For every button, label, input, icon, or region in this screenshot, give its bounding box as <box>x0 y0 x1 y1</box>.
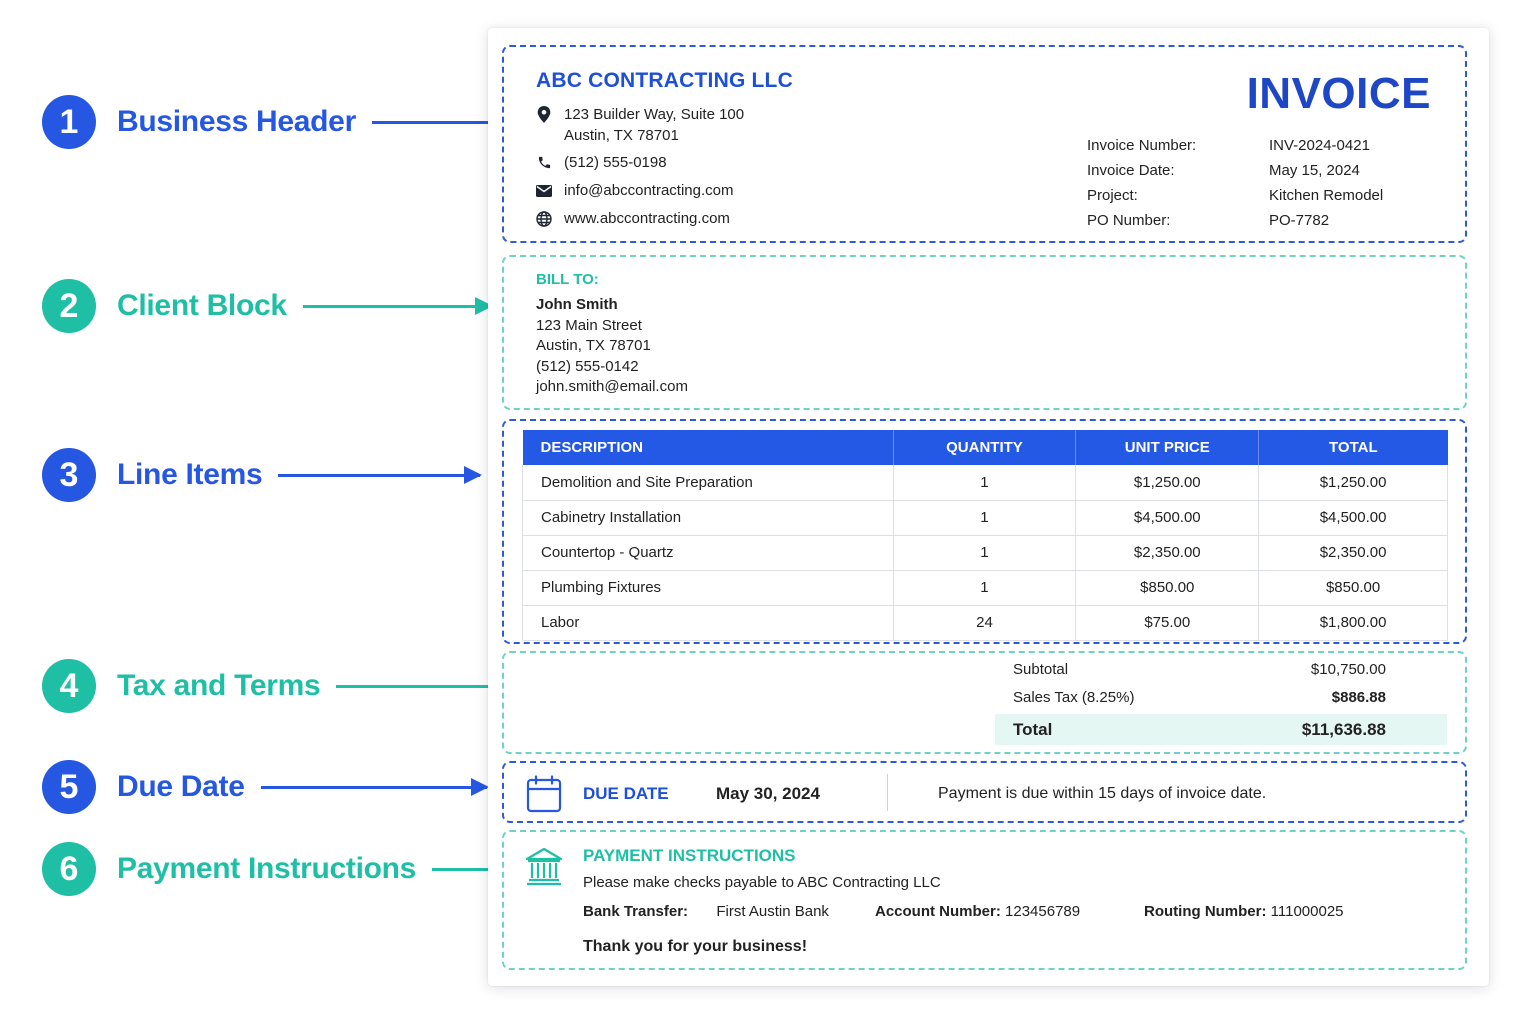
table-row <box>523 465 1448 500</box>
phone-icon <box>536 152 552 173</box>
account-number: 123456789 <box>1005 903 1081 920</box>
cell-total: $1,800.00 <box>1259 605 1448 640</box>
subtotal-label: Subtotal <box>1013 660 1069 678</box>
annotation-payment-instructions <box>42 842 532 896</box>
bill-to-details <box>536 295 688 398</box>
table-row <box>523 500 1448 535</box>
invoice-document <box>488 28 1489 986</box>
total-label: Total <box>1013 719 1053 739</box>
meta-label: Invoice Date: <box>1087 162 1175 179</box>
account-number-label: Account Number: <box>875 903 1001 920</box>
client-block-section <box>502 255 1467 410</box>
annotation-due-date <box>42 760 487 814</box>
routing-number-label: Routing Number: <box>1144 903 1267 920</box>
cell-unit-price: $850.00 <box>1076 570 1259 605</box>
company-email <box>536 180 733 201</box>
annotation-label: Client Block <box>117 289 287 322</box>
cell-description: Plumbing Fixtures <box>523 570 894 605</box>
arrow-right-icon <box>278 474 480 477</box>
address-line-2: Austin, TX 78701 <box>564 127 679 144</box>
step-number-badge: 1 <box>42 95 96 149</box>
cell-quantity: 1 <box>893 500 1076 535</box>
step-number-badge: 4 <box>42 659 96 713</box>
client-phone: (512) 555-0142 <box>536 357 639 375</box>
checks-payable-note: Please make checks payable to ABC Contracting LLC <box>583 874 941 891</box>
email-link[interactable]: info@abccontracting.com <box>564 182 734 199</box>
due-date-value: May 30, 2024 <box>716 784 820 803</box>
arrow-right-icon <box>336 685 512 688</box>
cell-total: $850.00 <box>1259 570 1448 605</box>
sales-tax-label: Sales Tax (8.25%) <box>1013 688 1135 706</box>
cell-description: Demolition and Site Preparation <box>523 465 894 500</box>
annotation-business-header <box>42 95 506 149</box>
cell-description: Labor <box>523 605 894 640</box>
company-address <box>536 104 744 146</box>
cell-unit-price: $4,500.00 <box>1076 500 1259 535</box>
phone-number: (512) 555-0198 <box>564 154 667 171</box>
bill-to-heading: BILL TO: <box>536 271 599 288</box>
subtotal-row <box>995 658 1447 680</box>
column-header-unit-price: UNIT PRICE <box>1076 430 1259 465</box>
business-header-section <box>502 45 1467 243</box>
due-date-label: DUE DATE <box>583 784 669 803</box>
calendar-icon <box>526 775 562 818</box>
meta-value: May 15, 2024 <box>1269 162 1360 179</box>
meta-value: INV-2024-0421 <box>1269 137 1370 154</box>
company-phone <box>536 152 667 173</box>
cell-unit-price: $2,350.00 <box>1076 535 1259 570</box>
step-number-badge: 2 <box>42 279 96 333</box>
client-email[interactable]: john.smith@email.com <box>536 378 688 395</box>
line-items-table <box>522 430 1448 641</box>
subtotal-value: $10,750.00 <box>1310 660 1386 678</box>
invoice-title: INVOICE <box>1246 69 1431 118</box>
routing-number: 111000025 <box>1270 903 1344 920</box>
table-row <box>523 570 1448 605</box>
table-header-row <box>523 430 1448 465</box>
meta-row <box>1087 158 1383 183</box>
cell-total: $2,350.00 <box>1259 535 1448 570</box>
meta-row <box>1087 183 1383 208</box>
payment-instructions-section <box>502 830 1467 970</box>
due-date-note: Payment is due within 15 days of invoice date. <box>938 785 1267 802</box>
bank-transfer-label: Bank Transfer: <box>583 903 689 920</box>
envelope-icon <box>536 180 552 201</box>
meta-row <box>1087 133 1383 158</box>
meta-value: PO-7782 <box>1269 212 1330 229</box>
address-line-1: 123 Builder Way, Suite 100 <box>564 106 745 123</box>
annotation-label: Line Items <box>117 458 263 491</box>
due-date-section <box>502 761 1467 823</box>
sales-tax-value: $886.88 <box>1331 688 1386 706</box>
routing-number-info <box>1144 903 1344 920</box>
arrow-right-icon <box>261 786 487 789</box>
client-name: John Smith <box>536 296 618 313</box>
cell-quantity: 1 <box>893 465 1076 500</box>
divider <box>887 774 888 811</box>
website-link[interactable]: www.abccontracting.com <box>564 210 730 227</box>
sales-tax-row <box>995 686 1447 708</box>
meta-label: Project: <box>1087 187 1138 204</box>
arrow-right-icon <box>303 305 491 308</box>
company-name: ABC CONTRACTING LLC <box>536 69 793 92</box>
payment-instructions-heading: PAYMENT INSTRUCTIONS <box>583 846 796 865</box>
meta-value: Kitchen Remodel <box>1269 187 1384 204</box>
cell-description: Cabinetry Installation <box>523 500 894 535</box>
table-row <box>523 605 1448 640</box>
cell-quantity: 24 <box>893 605 1076 640</box>
company-website <box>536 208 730 229</box>
meta-label: Invoice Number: <box>1087 137 1197 154</box>
tax-and-terms-section <box>502 651 1467 754</box>
column-header-description: DESCRIPTION <box>523 430 894 465</box>
bank-name: First Austin Bank <box>716 903 829 920</box>
line-items-section <box>502 419 1467 644</box>
bank-transfer-info <box>583 903 829 920</box>
account-number-info <box>875 903 1080 920</box>
annotation-label: Business Header <box>117 105 356 138</box>
globe-icon <box>536 208 552 229</box>
annotation-client-block <box>42 279 491 333</box>
map-pin-icon <box>536 104 552 125</box>
client-street: 123 Main Street <box>536 316 642 334</box>
cell-total: $1,250.00 <box>1259 465 1448 500</box>
total-value: $11,636.88 <box>1301 719 1386 739</box>
cell-unit-price: $75.00 <box>1076 605 1259 640</box>
invoice-meta <box>1087 133 1383 233</box>
annotation-label: Payment Instructions <box>117 852 417 885</box>
meta-row <box>1087 208 1383 233</box>
annotation-tax-and-terms <box>42 659 512 713</box>
cell-total: $4,500.00 <box>1259 500 1448 535</box>
cell-description: Countertop - Quartz <box>523 535 894 570</box>
meta-label: PO Number: <box>1087 212 1171 229</box>
annotation-line-items <box>42 448 480 502</box>
bank-icon <box>524 846 564 891</box>
annotation-label: Tax and Terms <box>117 669 321 702</box>
column-header-quantity: QUANTITY <box>893 430 1076 465</box>
step-number-badge: 3 <box>42 448 96 502</box>
client-city: Austin, TX 78701 <box>536 337 651 354</box>
thank-you-message: Thank you for your business! <box>583 938 808 955</box>
table-row <box>523 535 1448 570</box>
cell-quantity: 1 <box>893 570 1076 605</box>
annotation-label: Due Date <box>117 770 245 803</box>
step-number-badge: 5 <box>42 760 96 814</box>
total-row <box>995 714 1447 745</box>
column-header-total: TOTAL <box>1259 430 1448 465</box>
cell-unit-price: $1,250.00 <box>1076 465 1259 500</box>
cell-quantity: 1 <box>893 535 1076 570</box>
step-number-badge: 6 <box>42 842 96 896</box>
arrow-right-icon <box>372 121 506 124</box>
